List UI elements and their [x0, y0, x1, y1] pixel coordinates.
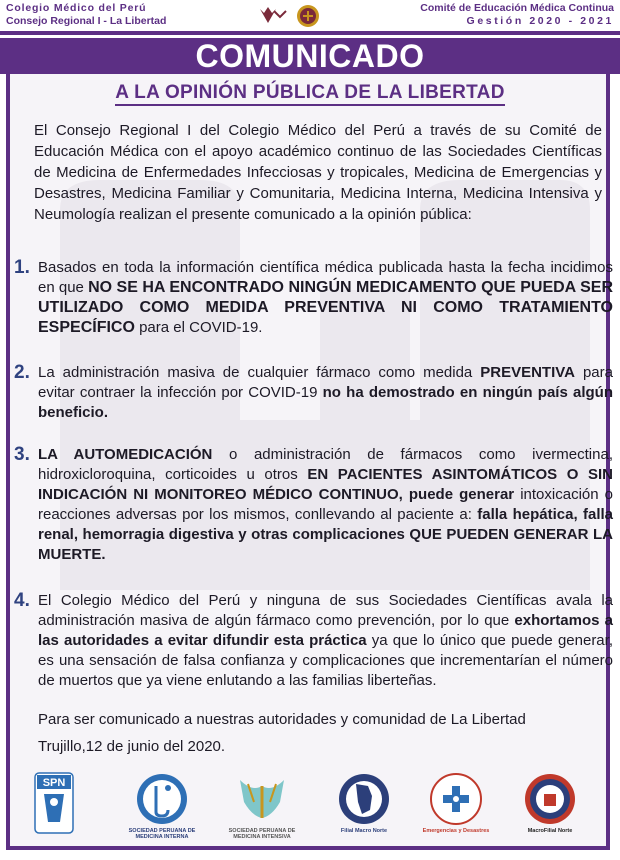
medicina-intensiva-logo-icon [222, 772, 302, 842]
page-subtitle: A LA OPINIÓN PÚBLICA DE LA LIBERTAD [0, 82, 620, 104]
item-number: 4. [14, 590, 30, 611]
medicina-interna-logo-icon [122, 772, 202, 842]
header-left-line1: Colegio Médico del Perú [6, 2, 147, 14]
header-right-line1: Comité de Educación Médica Continua [420, 2, 614, 14]
header-logos-icon [256, 3, 326, 29]
date-line: Trujillo,12 de junio del 2020. [38, 738, 226, 755]
item-number: 1. [14, 257, 30, 278]
header-right-line2: Gestión 2020 - 2021 [466, 15, 614, 27]
footer-caption: SOCIEDAD PERUANA DE MEDICINA INTENSIVA [228, 828, 296, 840]
macrofilial-norte-logo-icon [510, 772, 590, 842]
filial-macro-norte-logo-icon [324, 772, 404, 842]
closing-line: Para ser comunicado a nuestras autoridades y comunidad de La Libertad [38, 711, 526, 728]
footer-caption: MacroFilial Norte [527, 828, 573, 834]
item-text: El Colegio Médico del Perú y ninguna de sus Sociedades Científicas avala la administración masiva de algún fármaco como prevención, por lo que exhortamos a las autoridades a evitar difundir esta práctica ya que lo único que puede generar, es una sensación de falsa confianza y complicaciones que incrementarían el número de muertos que ya viene enlutando a las familias liberteñas. [38, 592, 613, 689]
header-left [6, 2, 166, 28]
footer-caption: Emergencias y Desastres [422, 828, 490, 834]
footer-caption: SOCIEDAD PERUANA DE MEDICINA INTERNA [128, 828, 196, 840]
spn-logo-icon [34, 772, 114, 842]
header [0, 0, 620, 38]
item-number: 2. [14, 362, 30, 383]
emergencias-desastres-logo-icon [416, 772, 496, 842]
item-text: LA AUTOMEDICACIÓN o administración de fármacos como ivermectina, hidroxicloroquina, corticoides u otros EN PACIENTES ASINTOMÁTICOS O SIN INDICACIÓN NI MONITOREO MÉDICO CONTINUO, puede generar intoxicación o reacciones adversas por los mismos, conllevando al paciente a: falla hepática, falla renal, hemorragia digestiva y otras complicaciones QUE PUEDEN GENERAR LA MUERTE. [38, 446, 614, 563]
footer-caption: Filial Macro Norte [340, 828, 388, 834]
header-right [420, 2, 614, 28]
intro-paragraph: El Consejo Regional I del Colegio Médico del Perú a través de su Comité de Educación Médica con el apoyo académico continuo de las Sociedades Científicas de Medicina de Enfermedades Infecciosas y tropicales, Medicina de Emergencias y Desastres, Medicina Familiar y Comunitaria, Medicina Interna, Medicina Intensiva y Neumología realizan el presente comunicado a la opinión pública: [34, 122, 602, 223]
header-left-line2: Consejo Regional I - La Libertad [6, 15, 167, 27]
item-number: 3. [14, 444, 30, 465]
spn-logo-text: SPN [42, 777, 66, 789]
header-divider [0, 31, 620, 35]
item-text: Basados en toda la información científica médica publicada hasta la fecha incidimos en que NO SE HA ENCONTRADO NINGÚN MEDICAMENTO QUE PUEDA SER UTILIZADO COMO MEDIDA PREVENTIVA NI COMO TRATAMIENTO ESPECÍFICO para el COVID-19. [38, 259, 614, 336]
page-title: COMUNICADO [195, 38, 425, 74]
item-text: La administración masiva de cualquier fármaco como medida PREVENTIVA para evitar contraer la infección por COVID-19 no ha demostrado en ningún país algún beneficio. [38, 364, 614, 421]
footer-logos [14, 772, 610, 844]
